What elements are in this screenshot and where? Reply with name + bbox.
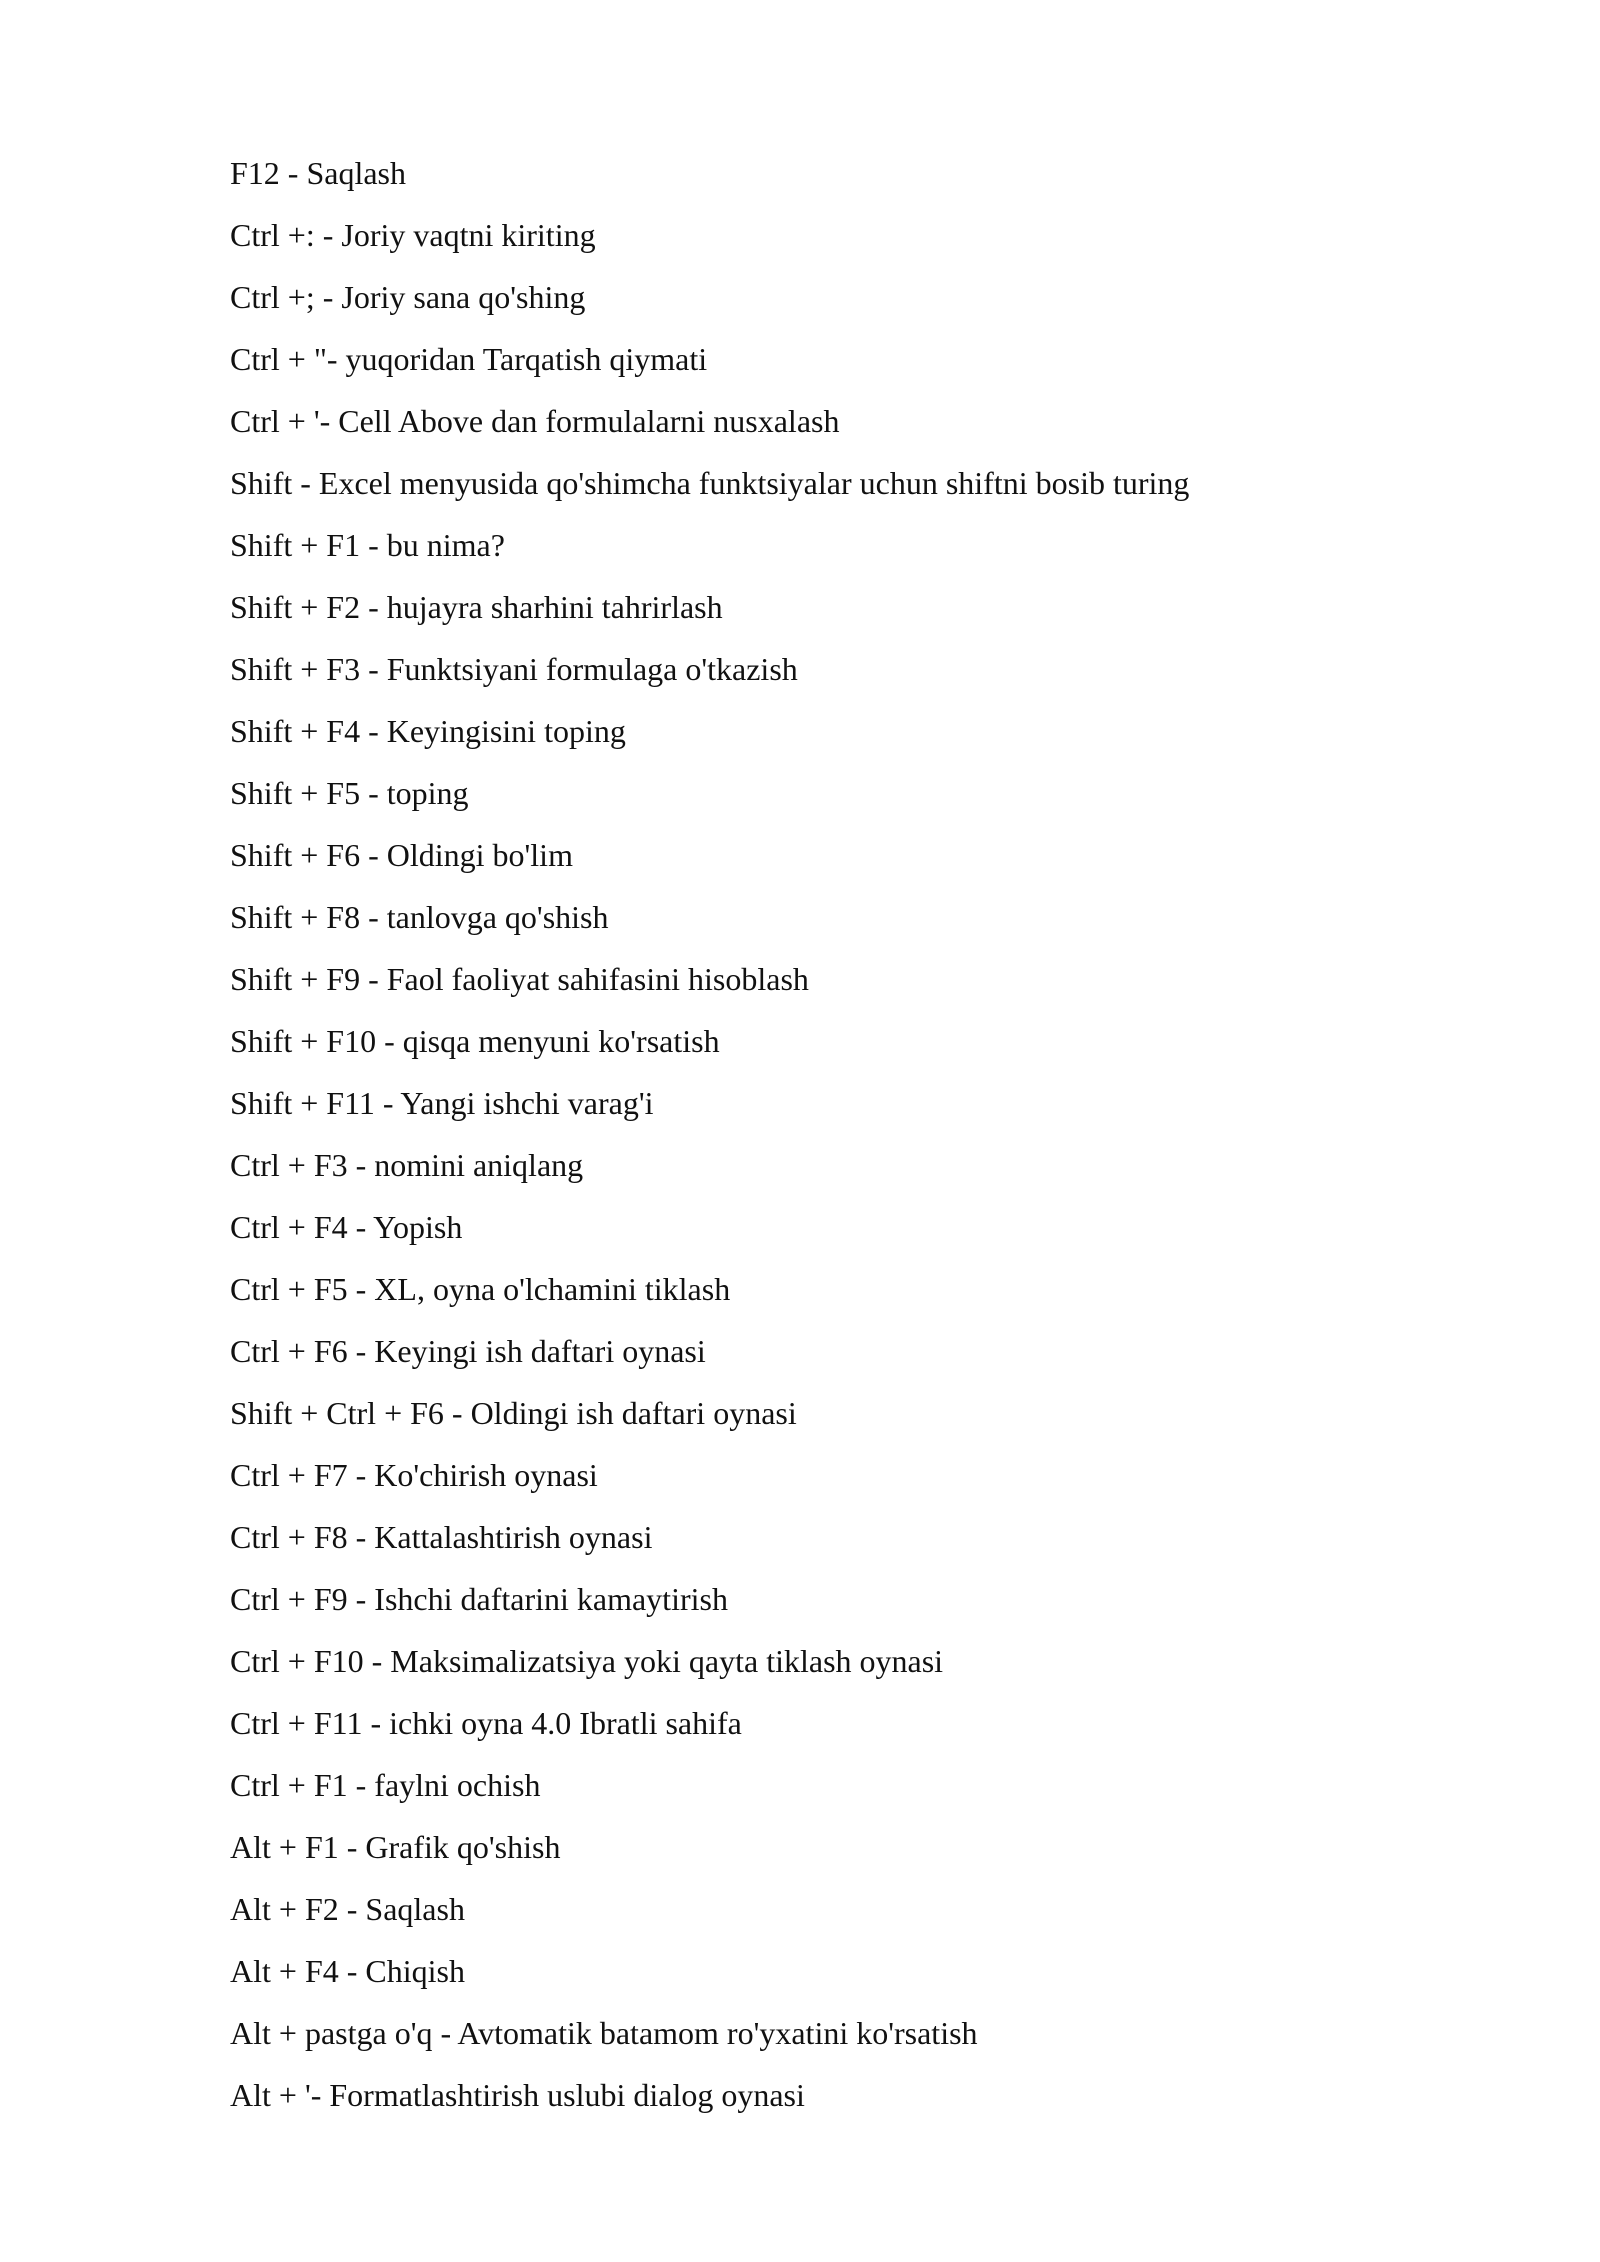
shortcut-line: Shift + F11 - Yangi ishchi varag'i	[230, 1085, 654, 1121]
shortcut-line: Alt + F1 - Grafik qo'shish	[230, 1829, 561, 1865]
shortcut-line: Shift + F1 - bu nima?	[230, 527, 505, 563]
shortcut-line: Ctrl + F4 - Yopish	[230, 1209, 463, 1245]
shortcut-line: Ctrl + "- yuqoridan Tarqatish qiymati	[230, 341, 708, 377]
shortcut-line: Ctrl + F6 - Keyingi ish daftari oynasi	[230, 1333, 706, 1369]
shortcut-line: Shift + F4 - Keyingisini toping	[230, 713, 626, 749]
shortcut-line: Ctrl + F8 - Kattalashtirish oynasi	[230, 1519, 653, 1555]
shortcut-line: Ctrl + F10 - Maksimalizatsiya yoki qayta tiklash oynasi	[230, 1643, 944, 1679]
shortcut-line: Alt + F4 - Chiqish	[230, 1953, 465, 1989]
shortcut-line: Shift + F3 - Funktsiyani formulaga o'tkazish	[230, 651, 798, 687]
shortcut-line: Alt + '- Formatlashtirish uslubi dialog oynasi	[230, 2077, 805, 2113]
shortcut-list	[230, 148, 1480, 2132]
shortcut-line: Alt + pastga o'q - Avtomatik batamom ro'yxatini ko'rsatish	[230, 2015, 978, 2051]
shortcut-line: Shift + F5 - toping	[230, 775, 469, 811]
shortcut-line: Shift - Excel menyusida qo'shimcha funktsiyalar uchun shiftni bosib turing	[230, 465, 1190, 501]
shortcut-line: Shift + F2 - hujayra sharhini tahrirlash	[230, 589, 723, 625]
shortcut-line: Ctrl + F3 - nomini aniqlang	[230, 1147, 584, 1183]
shortcut-line: Ctrl + F11 - ichki oyna 4.0 Ibratli sahifa	[230, 1705, 742, 1741]
shortcut-line: Shift + F6 - Oldingi bo'lim	[230, 837, 573, 873]
shortcut-line: Ctrl +: - Joriy vaqtni kiriting	[230, 217, 596, 253]
shortcut-line: Ctrl + F5 - XL, oyna o'lchamini tiklash	[230, 1271, 731, 1307]
shortcut-line: Ctrl + '- Cell Above dan formulalarni nusxalash	[230, 403, 840, 439]
shortcut-line: Shift + Ctrl + F6 - Oldingi ish daftari oynasi	[230, 1395, 797, 1431]
shortcut-line: Shift + F9 - Faol faoliyat sahifasini hisoblash	[230, 961, 809, 997]
shortcut-line: Shift + F10 - qisqa menyuni ko'rsatish	[230, 1023, 720, 1059]
shortcut-line: Ctrl + F7 - Ko'chirish oynasi	[230, 1457, 598, 1493]
shortcut-line: Alt + F2 - Saqlash	[230, 1891, 465, 1927]
shortcut-line: Ctrl + F1 - faylni ochish	[230, 1767, 541, 1803]
shortcut-line: F12 - Saqlash	[230, 155, 406, 191]
shortcut-line: Ctrl + F9 - Ishchi daftarini kamaytirish	[230, 1581, 728, 1617]
shortcut-line: Shift + F8 - tanlovga qo'shish	[230, 899, 609, 935]
shortcut-line: Ctrl +; - Joriy sana qo'shing	[230, 279, 586, 315]
